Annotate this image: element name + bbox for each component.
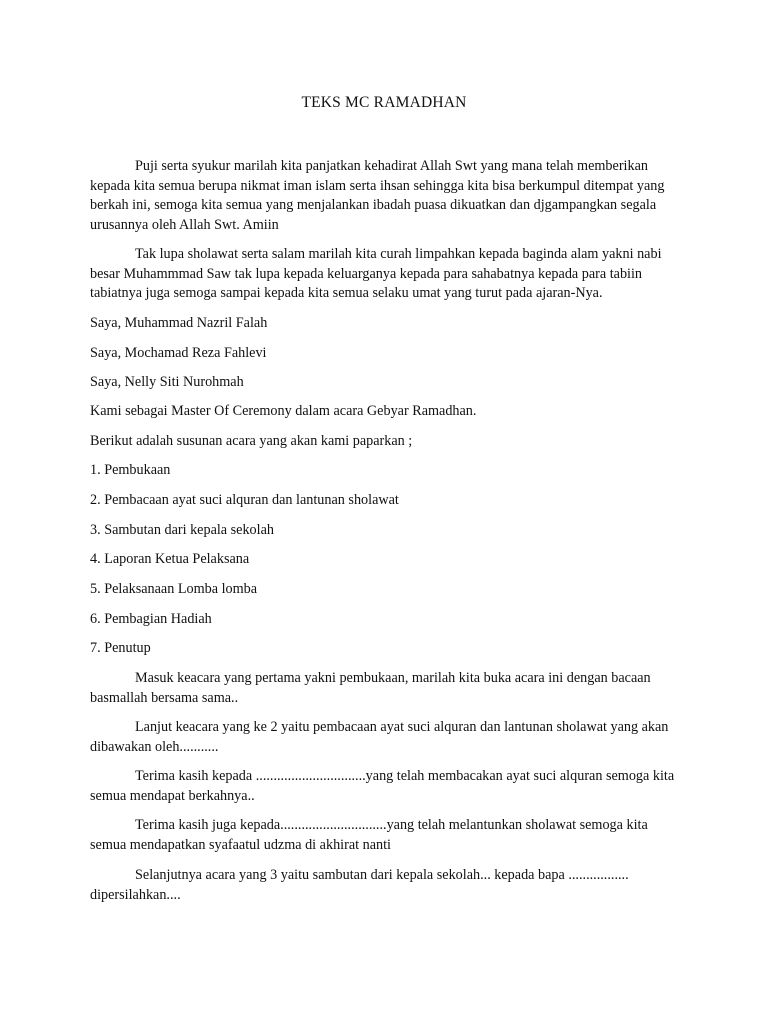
agenda-item: 7. Penutup (90, 640, 151, 656)
agenda-intro: Berikut adalah susunan acara yang akan kami paparkan ; (90, 433, 413, 449)
opening-paragraph: Puji serta syukur marilah kita panjatkan kehadirat Allah Swt yang mana telah memberikan kepada kita semua berupa nikmat iman islam serta ihsan sehingga kita bisa berkumpul ditempat yang berkah ini, semoga kita semua yang menjalankan ibadah puasa dikuatkan dan djgampangkan segala urusannya oleh Allah Swt. Amiin (90, 158, 665, 233)
principal-speech-paragraph: Selanjutnya acara yang 3 yaitu sambutan dari kepala sekolah... kepada bapa ................. dipersilahkan.... (90, 867, 629, 903)
agenda-item: 4. Laporan Ketua Pelaksana (90, 551, 250, 567)
thanks-sholawat-paragraph: Terima kasih juga kepada..............................yang telah melantunkan sholawat semoga kita semua mendapatkan syafaatul udzma di akhirat nanti (90, 817, 648, 853)
agenda-item: 2. Pembacaan ayat suci alquran dan lantunan sholawat (90, 492, 399, 508)
mc-name-3: Saya, Nelly Siti Nurohmah (90, 374, 244, 390)
opening-ceremony-paragraph: Masuk keacara yang pertama yakni pembukaan, marilah kita buka acara ini dengan bacaan basmallah bersama sama.. (90, 670, 651, 706)
thanks-reciter-paragraph: Terima kasih kepada ...............................yang telah membacakan ayat suci alquran semoga kita semua mendapat berkahnya.. (90, 768, 675, 804)
document-title: TEKS MC RAMADHAN (301, 94, 467, 111)
mc-name-1: Saya, Muhammad Nazril Falah (90, 315, 268, 331)
quran-recitation-paragraph: Lanjut keacara yang ke 2 yaitu pembacaan ayat suci alquran dan lantunan sholawat yang akan dibawakan oleh........... (90, 719, 669, 755)
agenda-item: 5. Pelaksanaan Lomba lomba (90, 581, 258, 597)
mc-name-2: Saya, Mochamad Reza Fahlevi (90, 345, 267, 361)
ceremony-statement: Kami sebagai Master Of Ceremony dalam acara Gebyar Ramadhan. (90, 403, 477, 419)
agenda-item: 1. Pembukaan (90, 462, 171, 478)
agenda-item: 6. Pembagian Hadiah (90, 611, 212, 627)
sholawat-paragraph: Tak lupa sholawat serta salam marilah kita curah limpahkan kepada baginda alam yakni nabi besar Muhammmad Saw tak lupa kepada keluarganya kepada para sahabatnya kepada para tabiin tabiatnya juga semoga sampai kepada kita semua selaku umat yang turut pada ajaran-Nya. (90, 246, 662, 301)
agenda-item: 3. Sambutan dari kepala sekolah (90, 522, 274, 538)
